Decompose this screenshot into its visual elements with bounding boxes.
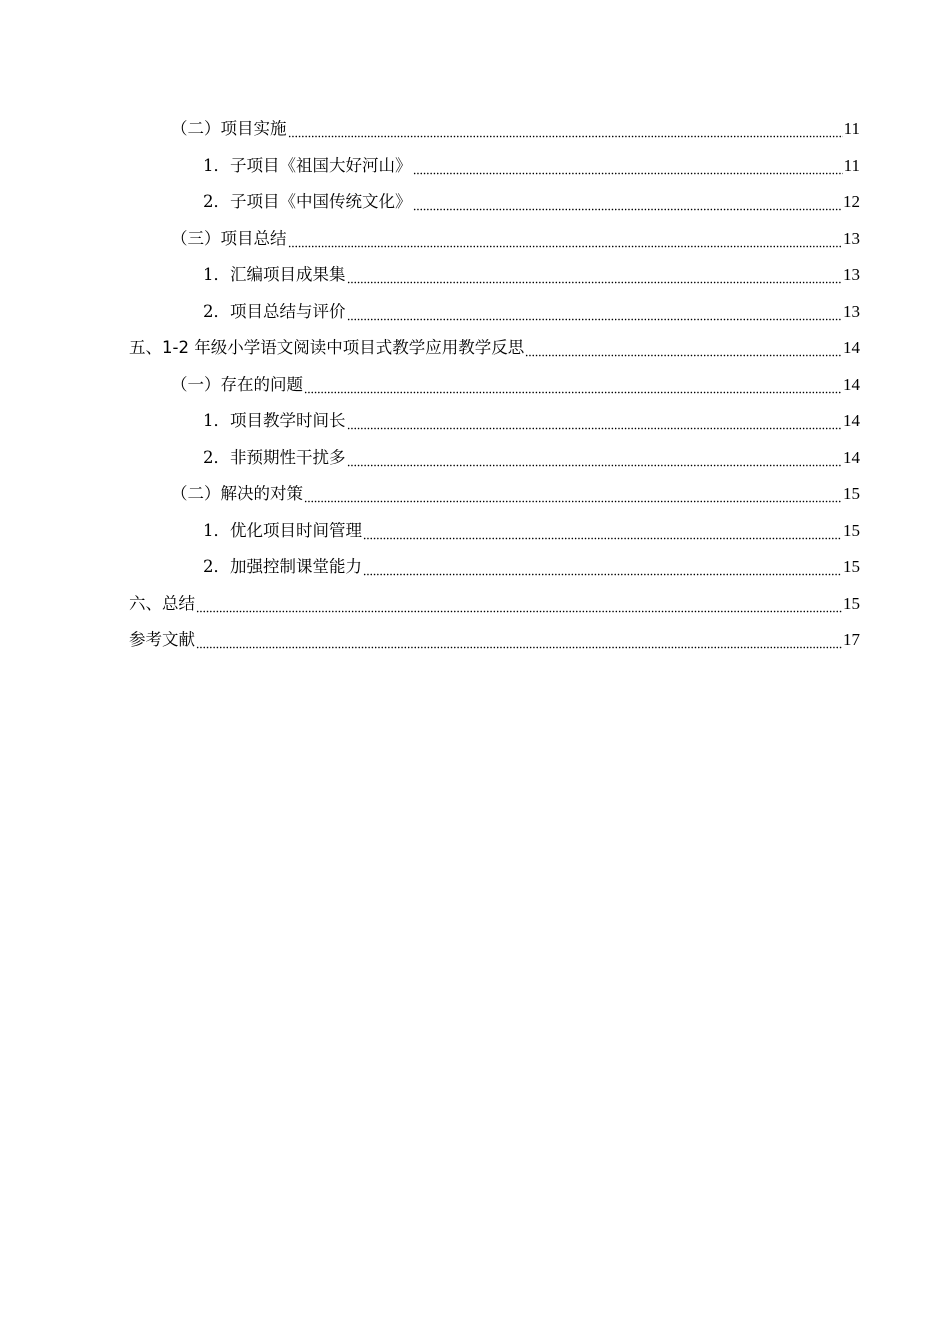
- toc-dot-leader: [304, 377, 842, 397]
- toc-dot-leader: [304, 486, 842, 506]
- toc-entry-page: 14: [843, 338, 860, 358]
- toc-entry-subproject-motherland[interactable]: [0, 148, 950, 185]
- toc-entry-page: 13: [843, 265, 860, 285]
- toc-entry-title: 2．子项目《中国传统文化》: [203, 192, 412, 212]
- toc-entry-title: 2．项目总结与评价: [203, 301, 346, 321]
- toc-entry-page: 13: [843, 301, 860, 321]
- toc-entry-page: 14: [843, 374, 860, 394]
- toc-entry-title: （三）项目总结: [171, 228, 287, 248]
- toc-entry-page: 11: [843, 155, 860, 175]
- toc-entry-page: 17: [843, 630, 860, 650]
- toc-entry-long-teaching-time[interactable]: [0, 403, 950, 440]
- toc-entry-page: 14: [843, 411, 860, 431]
- toc-entry-page: 15: [843, 520, 860, 540]
- toc-entry-page: 15: [843, 557, 860, 577]
- toc-entry-subproject-culture[interactable]: [0, 184, 950, 221]
- toc-entry-compile-results[interactable]: [0, 257, 950, 294]
- toc-dot-leader: [347, 304, 843, 324]
- toc-dot-leader: [363, 523, 842, 543]
- toc-entry-title: 1．优化项目时间管理: [203, 520, 362, 540]
- toc-entry-references[interactable]: [0, 622, 950, 659]
- toc-entry-chapter-five[interactable]: [0, 330, 950, 367]
- toc-dot-leader: [413, 194, 843, 214]
- toc-entry-project-implementation[interactable]: [0, 111, 950, 148]
- toc-entry-classroom-control[interactable]: [0, 549, 950, 586]
- toc-dot-leader: [525, 340, 842, 360]
- toc-entry-page: 15: [843, 593, 860, 613]
- toc-dot-leader: [196, 596, 842, 616]
- toc-entry-title: 参考文献: [129, 630, 195, 650]
- toc-entry-solutions[interactable]: [0, 476, 950, 513]
- toc-entry-page: 13: [843, 228, 860, 248]
- toc-entry-title: （二）项目实施: [171, 119, 287, 139]
- toc-entry-title: 六、总结: [129, 593, 195, 613]
- toc-entry-page: 14: [843, 447, 860, 467]
- toc-entry-existing-problems[interactable]: [0, 367, 950, 404]
- toc-entry-title: 2．加强控制课堂能力: [203, 557, 362, 577]
- toc-dot-leader: [347, 413, 843, 433]
- toc-dot-leader: [288, 121, 843, 141]
- toc-entry-page: 12: [843, 192, 860, 212]
- toc-entry-time-management[interactable]: [0, 513, 950, 550]
- toc-entry-project-summary[interactable]: [0, 221, 950, 258]
- toc-entry-title: 1．子项目《祖国大好河山》: [203, 155, 412, 175]
- toc-entry-title: 2．非预期性干扰多: [203, 447, 346, 467]
- toc-entry-summary-evaluation[interactable]: [0, 294, 950, 331]
- toc-dot-leader: [347, 267, 843, 287]
- toc-entry-chapter-six-summary[interactable]: [0, 586, 950, 623]
- table-of-contents: [0, 111, 950, 659]
- toc-entry-unexpected-interference[interactable]: [0, 440, 950, 477]
- toc-entry-title: 1．项目教学时间长: [203, 411, 346, 431]
- toc-dot-leader: [413, 158, 843, 178]
- toc-dot-leader: [347, 450, 843, 470]
- toc-entry-title: （一）存在的问题: [171, 374, 303, 394]
- toc-dot-leader: [363, 559, 842, 579]
- toc-dot-leader: [196, 632, 842, 652]
- toc-entry-page: 15: [843, 484, 860, 504]
- toc-entry-title: （二）解决的对策: [171, 484, 303, 504]
- toc-dot-leader: [288, 231, 843, 251]
- toc-entry-title: 1．汇编项目成果集: [203, 265, 346, 285]
- toc-entry-title: 五、1-2 年级小学语文阅读中项目式教学应用教学反思: [129, 338, 525, 358]
- toc-entry-page: 11: [843, 119, 860, 139]
